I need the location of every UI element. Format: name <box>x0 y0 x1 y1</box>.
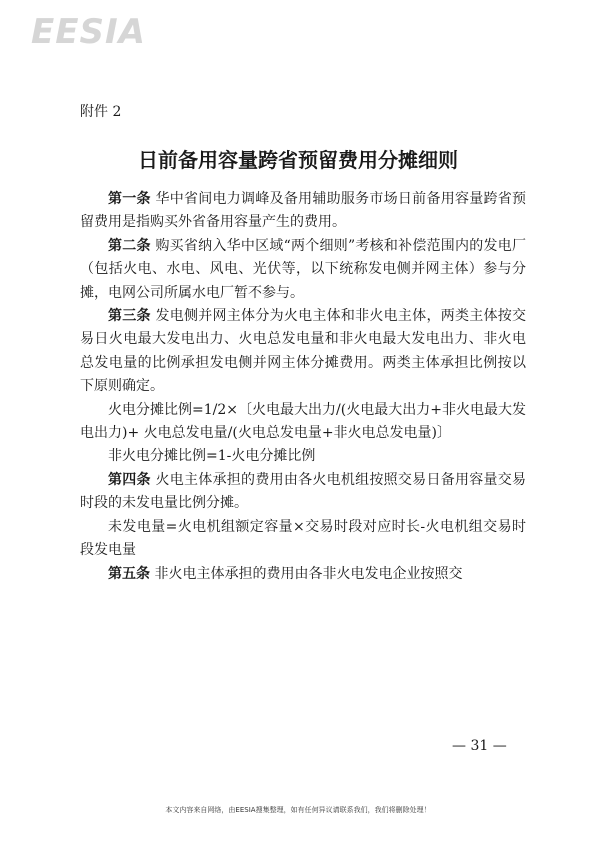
document-title: 日前备用容量跨省预留费用分摊细则 <box>138 148 458 172</box>
article-text: 火电主体承担的费用由各火电机组按照交易日备用容量交易时段的未发电量比例分摊。 <box>80 471 527 512</box>
formula-text: 未发电量=火电机组额定容量×交易时段对应时长-火电机组交易时段发电量 <box>80 518 526 559</box>
article-2 <box>80 235 526 305</box>
footer-note: 本文内容来自网络，由EESIA搜集整理，如有任何异议请联系我们，我们将删除处理！ <box>165 806 431 814</box>
formula-text: 火电分摊比例=1/2×〔火电最大出力/(火电最大出力+非火电最大发电出力)+ 火电总发电量/(火电总发电量+非火电总发电量)〕 <box>80 401 526 442</box>
eesia-logo: EESIA <box>31 12 146 52</box>
formula-text: 非火电分摊比例=1-火电分摊比例 <box>108 448 316 465</box>
article-1 <box>80 188 526 235</box>
formula-non-thermal-share <box>80 445 526 468</box>
article-lead: 第一条 <box>108 191 151 207</box>
article-text: 发电侧并网主体分为火电主体和非火电主体，两类主体按交易日火电最大发电出力、火电总发电量和非火电最大发电出力、非火电总发电量的比例承担发电侧并网主体分摊费用。两类主体承担比例按以下原则确定。 <box>80 308 527 395</box>
article-lead: 第五条 <box>108 565 150 582</box>
article-5 <box>80 563 526 586</box>
article-text: 华中省间电力调峰及备用辅助服务市场日前备用容量跨省预留费用是指购买外省备用容量产生的费用。 <box>80 191 527 231</box>
article-text: 购买省纳入华中区域“两个细则”考核和补偿范围内的发电厂（包括火电、水电、风电、光伏等，以下统称发电侧并网主体）参与分摊，电网公司所属水电厂暂不参与。 <box>80 237 527 301</box>
article-text: 非火电主体承担的费用由各非火电发电企业按照交 <box>154 565 463 582</box>
document-body <box>80 188 526 586</box>
article-lead: 第二条 <box>108 237 151 254</box>
annex-label: 附件 2 <box>80 104 122 120</box>
article-3 <box>80 305 526 399</box>
article-lead: 第四条 <box>108 471 151 488</box>
page-number: — 31 — <box>452 738 507 754</box>
formula-thermal-share <box>80 399 526 446</box>
formula-undelivered-energy <box>80 516 526 563</box>
article-lead: 第三条 <box>108 308 151 325</box>
article-4 <box>80 469 526 516</box>
